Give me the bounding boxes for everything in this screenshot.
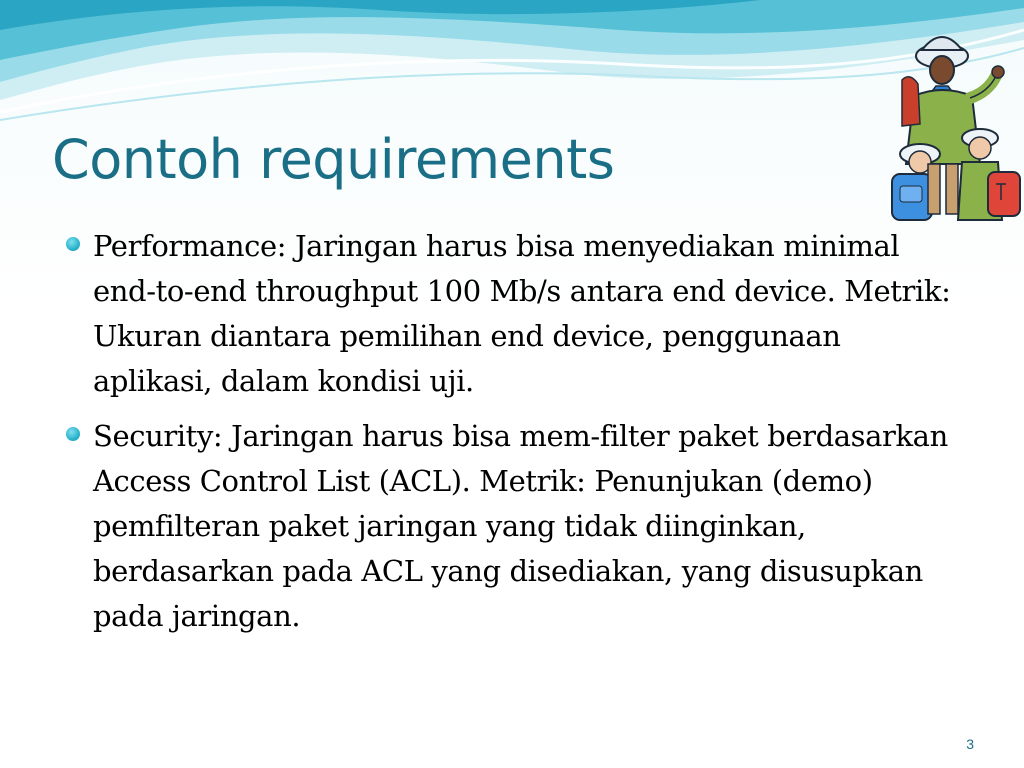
bullet-dot-icon: [66, 427, 80, 441]
bullet-dot-icon: [66, 237, 80, 251]
bullet-text: Performance: Jaringan harus bisa menyediakan minimal end-to-end throughput 100 Mb/s antara end device. Metrik: Ukuran diantara pemilihan end device, penggunaan aplikasi, dalam kondisi uji.: [93, 229, 951, 398]
bullet-item-security: [66, 414, 966, 639]
bullet-list: [66, 224, 966, 649]
slide-title: Contoh requirements: [52, 128, 615, 191]
tour-guide-clipart: [884, 14, 1024, 224]
header-wave-decoration: [0, 0, 1024, 130]
bullet-text: Security: Jaringan harus bisa mem-filter paket berdasarkan Access Control List (ACL). Metrik: Penunjukan (demo) pemfilteran paket jaringan yang tidak diinginkan, berdasarkan pada ACL yang disediakan, yang disusupkan pada jaringan.: [93, 419, 948, 633]
page-number: 3: [966, 736, 974, 752]
bullet-item-performance: [66, 224, 966, 404]
